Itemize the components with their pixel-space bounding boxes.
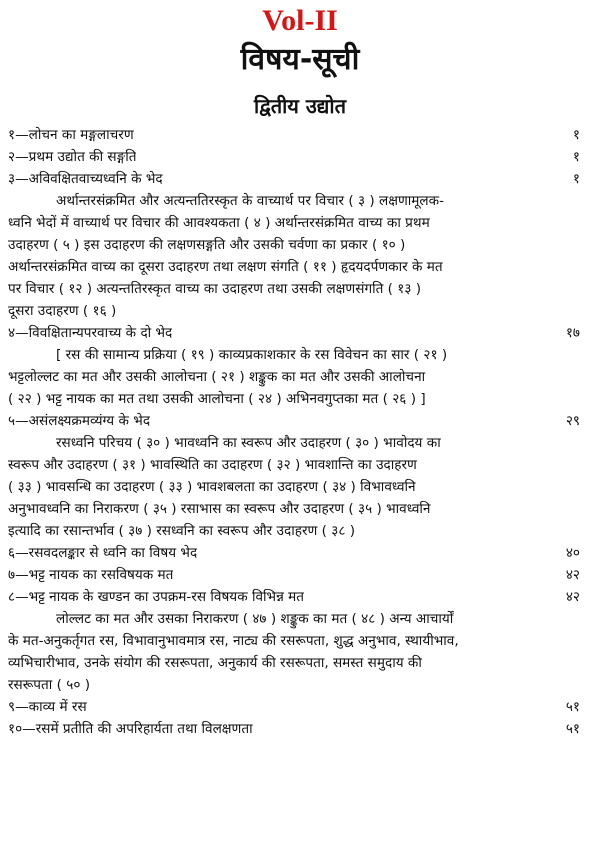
toc-entry-label: ५—असंलक्ष्यक्रमव्यंग्य के भेद [8, 413, 151, 429]
toc-entry-7 [8, 564, 594, 586]
toc-entry-6 [8, 542, 594, 564]
subtopic-line: दूसरा उदाहरण ( १६ ) [8, 303, 117, 319]
toc-entry-label: ३—अविवक्षितवाच्यध्वनि के भेद [8, 171, 163, 187]
toc-entry-page: ५१ [565, 721, 580, 737]
subtopic-line: रसरूपता ( ५० ) [8, 677, 91, 693]
toc-entry-9 [8, 696, 594, 718]
toc-entry-3 [8, 168, 594, 190]
toc-entry-label: १—लोचन का मङ्गलाचरण [8, 127, 134, 143]
subtopic-line: रसध्वनि परिचय ( ३० ) भावध्वनि का स्वरूप और उदाहरण ( ३० ) भावोदय का [56, 435, 441, 451]
section-subtitle: द्वितीय उद्योत [254, 94, 346, 118]
toc-entry-page: १ [572, 171, 580, 187]
toc-entry-1 [8, 124, 594, 146]
toc-entry-page: ४० [565, 545, 580, 561]
subtopic-line: भट्टलोल्लट का मत और उसकी आलोचना ( २१ ) शङ्कुक का मत और उसकी आलोचना [8, 369, 426, 385]
subtopic-line: उदाहरण ( ५ ) इस उदाहरण की लक्षणसङ्गति और उसकी चर्वणा का प्रकार ( १० ) [8, 237, 406, 253]
toc-entry-page: ४२ [565, 567, 580, 583]
subtopic-line: इत्यादि का रसान्तर्भाव ( ३७ ) रसध्वनि का स्वरूप और उदाहरण ( ३८ ) [8, 523, 356, 539]
toc-entry-label: १०—रसमें प्रतीति की अपरिहार्यता तथा विलक्षणता [8, 721, 253, 737]
volume-label: Vol-II [262, 4, 338, 37]
toc-entry-4 [8, 322, 594, 344]
subtopic-line: ( २२ ) भट्ट नायक का मत तथा उसकी आलोचना ( २४ ) अभिनवगुप्तका मत ( २६ ) ] [8, 391, 426, 407]
toc-entry-label: ९—काव्य में रस [8, 699, 87, 715]
toc-entry-page: १७ [565, 325, 580, 341]
subtopic-line: पर विचार ( १२ ) अत्यन्ततिरस्कृत वाच्य का उदाहरण तथा उसकी लक्षणसंगति ( १३ ) [8, 281, 422, 297]
subtopic-line: के मत-अनुकर्तृगत रस, विभावानुभावमात्र रस, नाट्य की रसरूपता, शुद्ध अनुभाव, स्थायीभाव, [8, 633, 459, 649]
subtopic-line: ध्वनि भेदों में वाच्यार्थ पर विचार की आवश्यकता ( ४ ) अर्थान्तरसंक्रमित वाच्य का प्रथम [8, 215, 430, 231]
toc-subtopics-3 [8, 432, 594, 542]
table-of-contents [8, 124, 594, 740]
toc-entry-label: ६—रसवदलङ्कार से ध्वनि का विषय भेद [8, 545, 198, 561]
toc-subtopics-2 [8, 344, 594, 410]
toc-entry-label: ७—भट्ट नायक का रसविषयक मत [8, 567, 174, 583]
toc-entry-label: २—प्रथम उद्योत की सङ्गति [8, 149, 137, 165]
subtopic-line: [ रस की सामान्य प्रक्रिया ( १९ ) काव्यप्रकाशकार के रस विवेचन का सार ( २१ ) [56, 347, 448, 363]
toc-entry-page: २९ [565, 413, 580, 429]
toc-entry-page: १ [572, 149, 580, 165]
subtopic-line: ( ३३ ) भावसन्धि का उदाहरण ( ३३ ) भावशबलता का उदाहरण ( ३४ ) विभावध्वनि [8, 479, 416, 495]
subtopic-line: अर्थान्तरसंक्रमित और अत्यन्ततिरस्कृत के वाच्यार्थ पर विचार ( ३ ) लक्षणामूलक- [56, 193, 444, 209]
page-title: विषय-सूची [240, 42, 360, 77]
toc-subtopics-1 [8, 190, 594, 322]
toc-entry-page: ५१ [565, 699, 580, 715]
subtopic-line: अनुभावध्वनि का निराकरण ( ३५ ) रसाभास का स्वरूप और उदाहरण ( ३५ ) भावध्वनि [8, 501, 431, 517]
toc-subtopics-4 [8, 608, 594, 696]
subtopic-line: स्वरूप और उदाहरण ( ३१ ) भावस्थिति का उदाहरण ( ३२ ) भावशान्ति का उदाहरण [8, 457, 417, 473]
toc-entry-8 [8, 586, 594, 608]
subtopic-line: लोल्लट का मत और उसका निराकरण ( ४७ ) शङ्कुक का मत ( ४८ ) अन्य आचार्यों [56, 611, 454, 627]
subtopic-line: व्यभिचारीभाव, उनके संयोग की रसरूपता, अनुकार्य की रसरूपता, समस्त समुदाय की [8, 655, 422, 671]
toc-entry-label: ४—विवक्षितान्यपरवाच्य के दो भेद [8, 325, 173, 341]
toc-entry-5 [8, 410, 594, 432]
toc-entry-label: ८—भट्ट नायक के खण्डन का उपक्रम-रस विषयक विभिन्न मत [8, 589, 305, 605]
toc-entry-page: १ [572, 127, 580, 143]
toc-entry-10 [8, 718, 594, 740]
toc-entry-2 [8, 146, 594, 168]
subtopic-line: अर्थान्तरसंक्रमित वाच्य का दूसरा उदाहरण तथा लक्षण संगति ( ११ ) हृदयदर्पणकार के मत [8, 259, 443, 275]
toc-entry-page: ४२ [565, 589, 580, 605]
